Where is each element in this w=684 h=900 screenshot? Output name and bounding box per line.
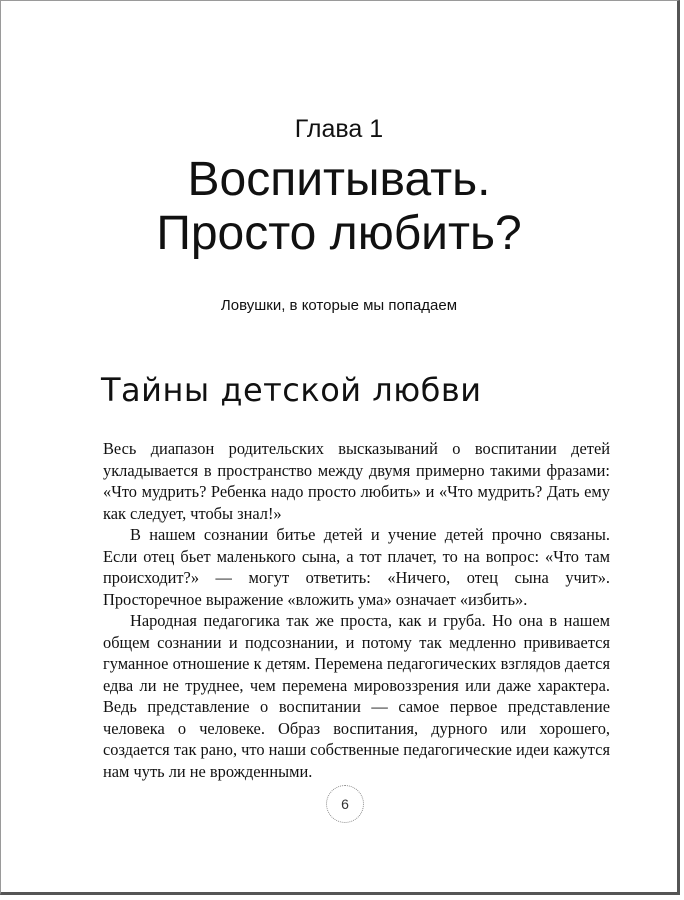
chapter-title-line-1: Воспитывать.: [187, 153, 491, 206]
page-number: 6: [326, 785, 364, 823]
paragraph-1: Весь диапазон родительских высказываний о воспитании детей укладывается в пространство между двумя примерно такими фразами: «Что мудрить? Ребенка надо просто любить» и «Что мудрить? Дать ему как следует, чтобы знал!»: [103, 439, 610, 523]
chapter-title: [1, 153, 677, 261]
body-text: [103, 438, 610, 782]
chapter-title-line-2: Просто любить?: [156, 207, 522, 260]
section-title: Тайны детской любви: [101, 371, 482, 409]
paragraph-3: Народная педагогика так же проста, как и груба. Но она в нашем общем сознании и подсознании, и потому так медленно прививается гуманное отношение к детям. Перемена педагогических взглядов дается едва ли не труднее, чем перемена мировоззрения или даже характера. Ведь представление о воспитании — самое первое представление человека о человеке. Образ воспитания, дурного или хорошего, создается так рано, что наши собственные педагогические идеи кажутся нам чуть ли не врожденными.: [103, 611, 610, 781]
paragraph-2: В нашем сознании битье детей и учение детей прочно связаны. Если отец бьет маленького сына, а тот плачет, то на вопрос: «Что там происходит?» — могут ответить: «Ничего, отец сына учит». Просторечное выражение «вложить ума» означает «избить».: [103, 525, 610, 609]
chapter-label: Глава 1: [294, 115, 384, 143]
chapter-subtitle: Ловушки, в которые мы попадаем: [220, 297, 458, 314]
